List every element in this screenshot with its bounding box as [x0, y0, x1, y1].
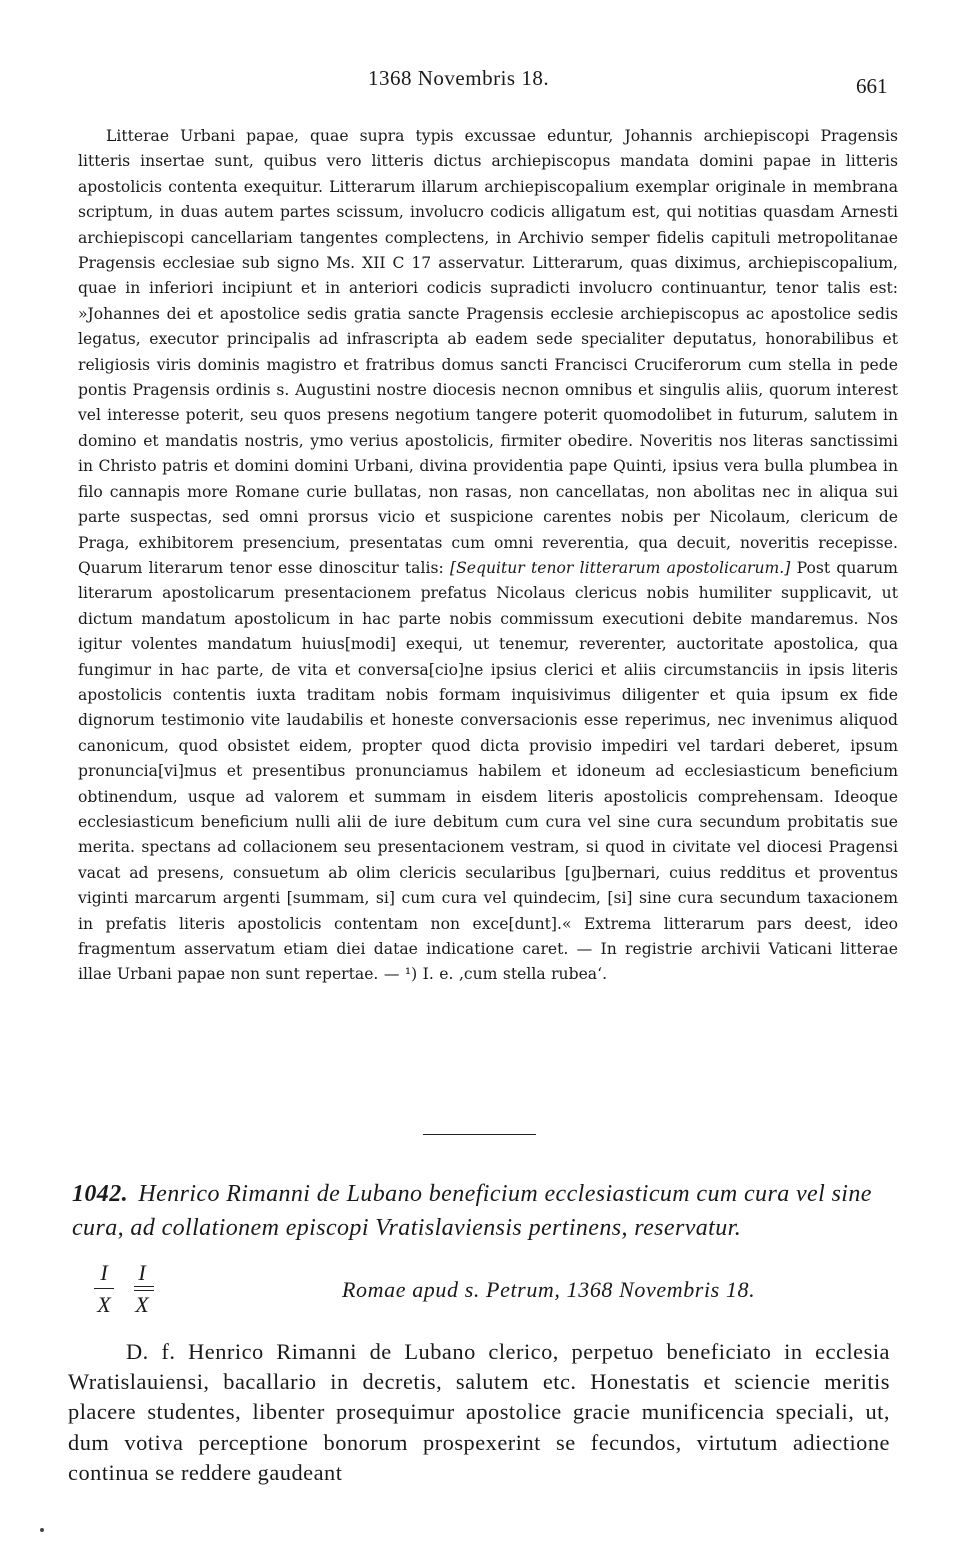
date-place-line: Romae apud s. Petrum, 1368 Novembris 18. [342, 1277, 756, 1302]
mark-top-left: I [100, 1260, 108, 1285]
note-text-continued: Post quarum literarum apostolicarum presentacionem prefatus Nicolaus clericus nobis humiliter supplicavit, ut dictum mandatum apostolicum in hac parte nobis commissum executioni debite mandaremus. Nos igitur volentes mandatum huius[modi] exequi, ut tenemur, reverenter, auctoritate apostolica, qua fungimur in hac parte, de vita et conversa[cio]ne ipsius clerici et aliis circumstanciis in ipsis literis apostolicis contentis iuxta traditam nobis formam inquisivimus diligenter et quia ipsum ex fide dignorum testimonio vite laudabilis et honeste conversacionis esse reperimus, nec invenimus aliquod canonicum, quod obsistet eidem, propter quod dicta provisio impediri vel tardari deberet, ipsum pronuncia[vi]mus et presentibus pronunciamus habilem et idoneum ad ecclesiasticum beneficium obtinendum, usque ad valorem et summam in eisdem literis apostolicis comprehensam. Ideoque ecclesiasticum beneficium nulli alii de iure debitum cum cura vel sine cura secundum probitatis sue merita. spectans ad collacionem seu presentacionem vestram, si quod in civitate vel diocesi Pragensi vacat ad presens, consuetum ab olim clericis secularibus [gu]bernari, cuius redditus et proventus viginti marcarum argenti [summam, si] cum cura vel quindecim, [si] sine cura secundum taxacionem in prefatis literis apostolicis contentam non exce[dunt].« Extrema litterarum pars deest, ideo fragmentum asservatum etiam diei datae indicatione caret. — In registrie archivii Vaticani litterae illae Urbani papae non sunt repertae. — ¹) I. e. ‚cum stella rubea‘. [78, 558, 898, 984]
fraction-bar-right-upper [134, 1286, 154, 1287]
fraction-bar-left [94, 1288, 114, 1289]
note-text: Litterae Urbani papae, quae supra typis excussae eduntur, Johannis archiepiscopi Pragensis litteris insertae sunt, quibus vero litteris dictus archiepiscopus mandata domini papae in litteris apostolicis contenta exequitur. Litterarum illarum archiepiscopalium exemplar originale in membrana scriptum, in duas autem partes scissum, involucro codicis alligatum est, qui notitias quasdam Arnesti archiepiscopi cancellariam tangentes complectens, in Archivio semper fidelis capituli metropolitanae Pragensis ecclesiae sub signo Ms. XII C 17 asservatur. Litterarum, quas diximus, archiepiscopalium, quae in inferiori incipiunt et in anteriori codicis supradicti involucro continuantur, tenor talis est: »Johannes dei et apostolice sedis gratia sancte Pragensis ecclesie archiepiscopus ac apostolice sedis legatus, executor principalis ad infrascripta ab eadem sede specialiter deputatus, honorabilibus et religiosis viris dominis magistro et fratribus domus sancti Francisci Cruciferorum cum stella in pede pontis Pragensis ordinis s. Augustini nostre diocesis necnon omnibus et singulis aliis, quorum interest vel interesse poterit, seu quos presens negotium tangere poterit quomodolibet in futurum, salutem in domino et mandatis nostris, ymo verius apostolicis, firmiter obedire. Noveritis nos literas sanctissimi in Christo patris et domini domini Urbani, divina providentia pape Quinti, ipsius vera bulla plumbea in filo cannapis more Romane curie bullatas, non rasas, non cancellatas, non abolitas nec in aliqua sui parte suspectas, sed omni prorsus vicio et suspicione carentes nobis per Nicolaum, clericum de Praga, exhibitorem presencium, presentatas cum omni reverentia, qua decuit, noveritis recepisse. Quarum literarum tenor esse dinoscitur talis: [78, 127, 898, 577]
mark-bottom-right: X [135, 1292, 149, 1317]
editorial-note [78, 124, 898, 988]
mark-bottom-left: X [97, 1292, 111, 1317]
fraction-bar-right-lower [134, 1290, 154, 1291]
running-title: 1368 Novembris 18. [368, 66, 550, 90]
page-number: 661 [856, 74, 888, 98]
document-heading [72, 1177, 898, 1245]
running-header [0, 66, 960, 96]
heading-text: Henrico Rimanni de Lubano beneficium ecclesiasticum cum cura vel sine cura, ad collationem episcopi Vratislaviensis pertinens, reservatur. [72, 1181, 872, 1241]
document-number: 1042. [72, 1181, 128, 1207]
document-body: D. f. Henrico Rimanni de Lubano clerico, perpetuo beneficiato in ecclesia Wratislauiensi, bacallario in decretis, salutem etc. Honestatis et sciencie meritis placere studentes, libenter prosequimur apostolice gracie munificencia speciali, ut, dum votiva perceptione bonorum prospexerint se fecundos, virtutum adiectione continua se reddere gaudeant [68, 1339, 890, 1485]
chancery-marks [90, 1262, 160, 1322]
section-divider [423, 1134, 536, 1135]
page-speck [40, 1528, 44, 1532]
mark-top-right: I [138, 1260, 146, 1285]
note-inline-italic: [Sequitur tenor litterarum apostolicarum.] [449, 558, 791, 577]
